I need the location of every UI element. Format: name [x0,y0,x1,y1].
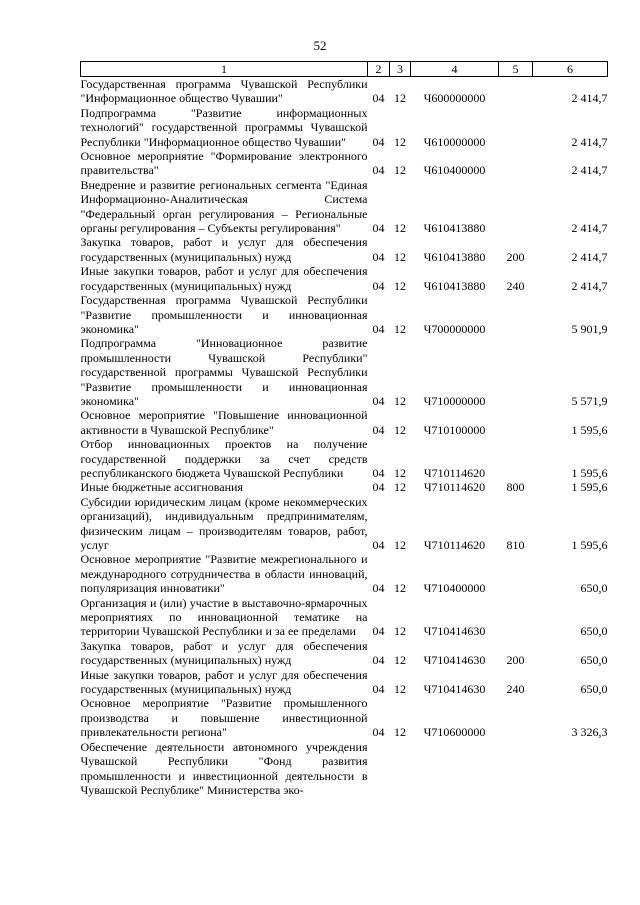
expense-type-cell [499,552,533,595]
expense-type-cell [499,293,533,336]
amount-cell: 2 414,7 [571,91,608,106]
amount-cell: 2 414,7 [571,278,608,293]
column-header-3: 3 [390,62,411,77]
row-name-cell: Отбор инновационных проектов на получение государственной поддержки за счет средств республиканского бюджета Чувашской Республики [80,437,368,480]
column-header-4: 4 [411,62,499,77]
row-name-cell: Иные закупки товаров, работ и услуг для обеспечения государственных (муниципальных) нужд [80,667,368,697]
expense-type-cell [499,596,533,639]
subsection-code-cell: 12 [394,393,406,408]
section-code-cell: 04 [372,163,385,178]
section-code-cell: 04 [372,422,385,437]
amount-cell: 650,0 [580,624,608,639]
row-name-cell: Иные бюджетные ассигнования [80,480,243,495]
subsection-code-cell: 12 [394,653,406,668]
target-article-cell: Ч710100000 [423,422,486,437]
row-name-cell: Подпрограмма "Развитие информационных технологий" государственной программы Чувашской Республики "Информационное общество Чувашии" [80,105,368,149]
target-article-cell: Ч610400000 [423,163,486,178]
target-article-cell: Ч710114620 [423,465,486,480]
row-name-cell: Обеспечение деятельности автономного учреждения Чувашской Республики "Фонд развития промышленности и инвестиционной деятельности в Чувашской Республике" Министерства эко- [80,739,368,797]
amount-cell: 1 595,6 [571,465,608,480]
table-row [81,178,608,236]
section-code-cell: 04 [372,393,385,408]
amount-cell: 3 326,3 [571,725,608,740]
expense-type-cell [499,149,533,178]
amount-cell: 5 901,9 [571,321,608,336]
subsection-code-cell: 12 [394,538,406,552]
subsection-code-cell: 12 [394,422,406,437]
expense-type-cell: 240 [506,682,525,697]
expense-type-cell: 200 [506,653,525,668]
row-name-cell: Государственная программа Чувашской Республики "Развитие промышленности и инновационная экономика" [80,293,368,336]
table-row [81,235,608,264]
table-row [81,552,608,595]
amount-cell: 1 595,6 [571,480,608,495]
subsection-code-cell: 12 [394,278,406,293]
row-name-cell: Закупка товаров, работ и услуг для обеспечения государственных (муниципальных) нужд [80,235,368,264]
table-body [81,77,608,798]
target-article-cell: Ч600000000 [423,91,486,106]
expense-type-cell [499,77,533,106]
table-row [81,149,608,178]
amount-cell: 650,0 [580,581,608,596]
subsection-code-cell: 12 [394,581,406,596]
section-code-cell: 04 [372,538,385,552]
section-code-cell: 04 [372,134,385,149]
expense-type-cell: 240 [506,278,525,293]
table-row [81,740,608,798]
subsection-code-cell: 12 [394,134,406,149]
section-code-cell: 04 [372,465,385,480]
amount-cell: 5 571,9 [571,393,608,408]
section-code-cell: 04 [372,480,385,495]
row-name-cell: Иные закупки товаров, работ и услуг для обеспечения государственных (муниципальных) нужд [80,264,368,293]
target-article-cell: Ч710114620 [423,538,486,552]
column-header-5: 5 [499,62,533,77]
section-code-cell: 04 [372,278,385,293]
table-row [81,480,608,494]
table-row [81,408,608,437]
section-code-cell [368,740,390,798]
row-name-cell: Основное мероприятие "Развитие межрегионального и международного сотрудничества в области инноваций, популяризация инноватики" [80,552,368,596]
section-code-cell: 04 [372,682,385,697]
section-code-cell: 04 [372,725,385,740]
column-header-1: 1 [81,62,368,77]
table-row [81,696,608,739]
subsection-code-cell: 12 [394,249,406,264]
expense-type-cell: 200 [506,249,525,264]
table-row [81,77,608,106]
target-article-cell: Ч610413880 [423,249,486,264]
target-article-cell: Ч610000000 [423,134,486,149]
expense-type-cell [499,178,533,236]
row-name-cell: Государственная программа Чувашской Республики "Информационное общество Чувашии" [80,77,368,106]
table-row [81,336,608,408]
amount-cell: 2 414,7 [571,249,608,264]
target-article-cell: Ч710114620 [423,480,486,495]
expense-type-cell [499,106,533,149]
amount-cell: 1 595,6 [571,422,608,437]
amount-cell: 2 414,7 [571,134,608,149]
expense-type-cell [499,408,533,437]
target-article-cell: Ч710414630 [423,653,486,668]
amount-cell [533,740,608,798]
section-code-cell: 04 [372,249,385,264]
amount-cell: 650,0 [580,682,608,697]
header-row [81,62,608,77]
target-article-cell: Ч710000000 [423,393,486,408]
expense-type-cell [499,696,533,739]
row-name-cell: Организация и (или) участие в выставочно-ярмарочных мероприятиях по инновационной тематике на территории Чувашской Республики и за ее пределами [80,595,368,639]
target-article-cell: Ч610413880 [423,278,486,293]
subsection-code-cell: 12 [394,221,406,236]
subsection-code-cell: 12 [394,624,406,639]
amount-cell: 2 414,7 [571,221,608,236]
amount-cell: 1 595,6 [571,538,608,552]
amount-cell: 650,0 [580,653,608,668]
section-code-cell: 04 [372,321,385,336]
expense-type-cell [499,336,533,408]
amount-cell: 2 414,7 [571,163,608,178]
target-article-cell: Ч710414630 [423,624,486,639]
target-article-cell: Ч710600000 [423,725,486,740]
column-header-2: 2 [368,62,390,77]
budget-table [80,61,608,797]
subsection-code-cell [390,740,411,798]
target-article-cell: Ч710414630 [423,682,486,697]
section-code-cell: 04 [372,624,385,639]
target-article-cell: Ч710400000 [423,581,486,596]
column-header-6: 6 [533,62,608,77]
row-name-cell: Внедрение и развитие региональных сегмента "Единая Информационно-Аналитическая Система "Федеральный орган регулирования – Региональные органы регулирования – Субъекты регулирования" [80,177,368,236]
subsection-code-cell: 12 [394,725,406,740]
target-article-cell: Ч700000000 [423,321,486,336]
section-code-cell: 04 [372,581,385,596]
table-row [81,437,608,480]
subsection-code-cell: 12 [394,480,406,495]
section-code-cell: 04 [372,91,385,106]
expense-type-cell [499,437,533,480]
section-code-cell: 04 [372,221,385,236]
table-row [81,668,608,697]
subsection-code-cell: 12 [394,321,406,336]
table-row [81,264,608,293]
row-name-cell: Основное мероприятие "Формирование электронного правительства" [80,149,368,178]
row-name-cell: Субсидии юридическим лицам (кроме некоммерческих организаций), индивидуальным предпринимателям, физическим лицам – производителям товаров, работ, услуг [80,494,368,552]
row-name-cell: Закупка товаров, работ и услуг для обеспечения государственных (муниципальных) нужд [80,638,368,668]
table-row [81,596,608,639]
expense-type-cell: 810 [506,538,525,552]
table-row [81,495,608,553]
row-name-cell: Основное мероприятие "Развитие промышленного производства и повышение инвестиционной привлекательности региона" [80,696,368,740]
page-number: 52 [313,38,327,53]
target-article-cell: Ч610413880 [423,221,486,236]
target-article-cell [411,740,499,798]
row-name-cell: Основное мероприятие "Повышение инновационной активности в Чувашской Республике" [80,408,368,437]
table-row [81,639,608,668]
subsection-code-cell: 12 [394,682,406,697]
subsection-code-cell: 12 [394,465,406,480]
expense-type-cell [499,740,533,798]
row-name-cell: Подпрограмма "Инновационное развитие промышленности Чувашской Республики" государственной программы Чувашской Республики "Развитие промышленности и инновационная экономика" [80,336,368,408]
table-header [81,62,608,77]
subsection-code-cell: 12 [394,91,406,106]
table-row [81,106,608,149]
expense-type-cell: 800 [506,480,525,495]
table-row [81,293,608,336]
section-code-cell: 04 [372,653,385,668]
subsection-code-cell: 12 [394,163,406,178]
